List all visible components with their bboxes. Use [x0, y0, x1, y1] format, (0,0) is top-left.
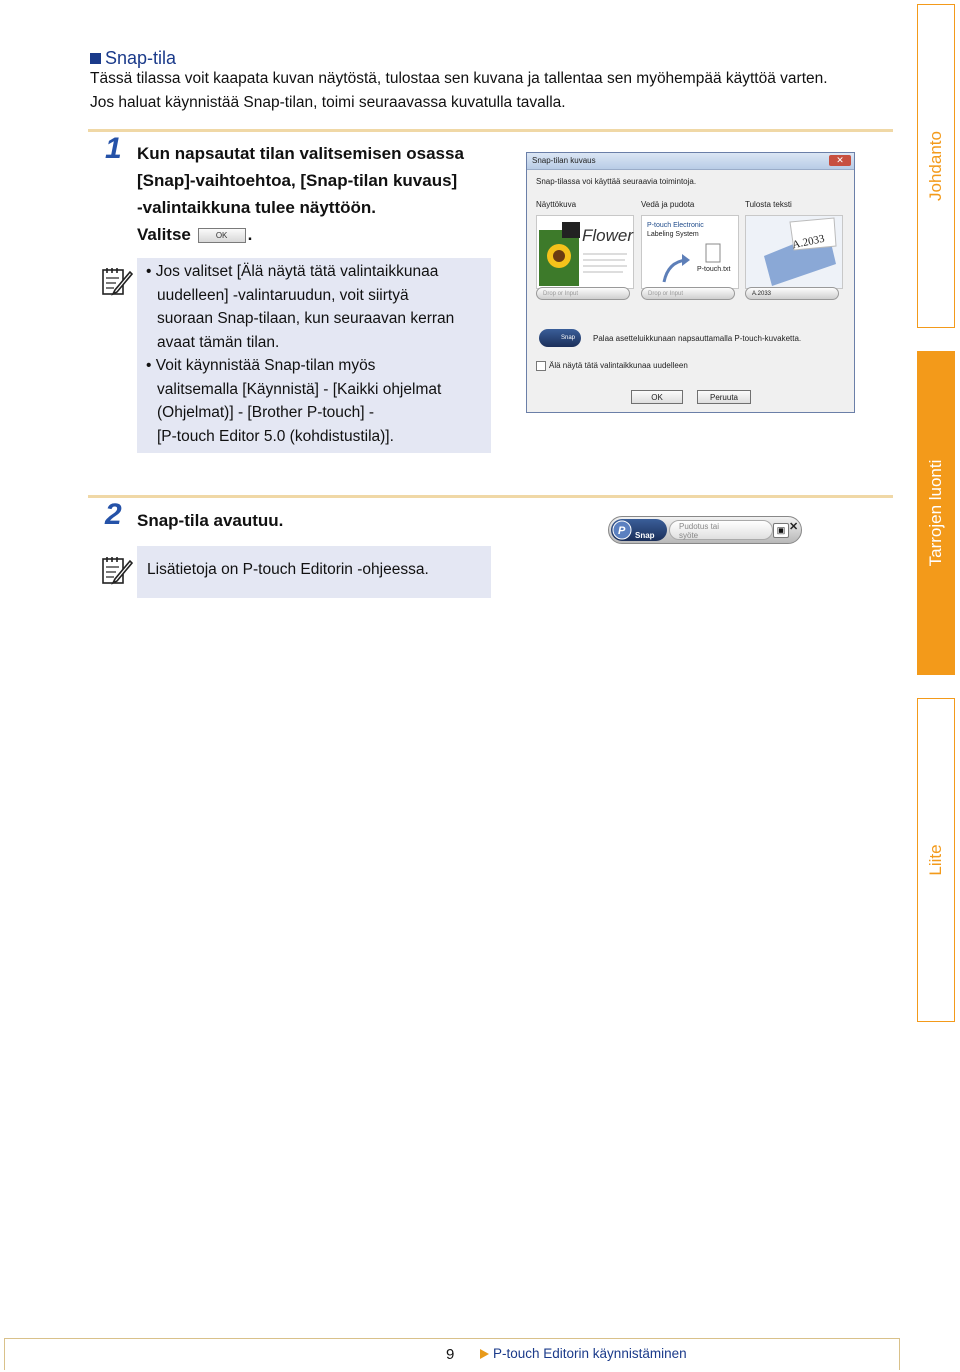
- step-2-divider: [88, 495, 893, 498]
- dialog-col-drag-drop: Vedä ja pudota: [641, 200, 695, 209]
- note-bullet-2-line-2: valitsemalla [Käynnistä] - [Kaikki ohjelmat: [157, 380, 442, 398]
- dialog-return-text: Palaa asetteluikkunaan napsauttamalla P-touch-kuvaketta.: [593, 334, 802, 343]
- step-1-instructions: [137, 140, 517, 248]
- dialog-cancel-button[interactable]: Peruuta: [697, 390, 751, 404]
- dialog-col-screenshot: Näyttökuva: [536, 200, 577, 209]
- step-1-line-1: Kun napsautat tilan valitsemisen osassa: [137, 144, 464, 163]
- tab-tarrojen-luonti[interactable]: [917, 351, 955, 675]
- ptouch-logo-icon: [611, 519, 633, 541]
- drag-arrow-icon: [642, 216, 738, 288]
- dialog-description: Snap-tilassa voi käyttää seuraavia toimintoja.: [536, 177, 697, 186]
- square-bullet-icon: [90, 53, 101, 64]
- snap-toolbar-logo-label: Snap: [635, 531, 655, 540]
- intro-line-2: Jos haluat käynnistää Snap-tilan, toimi seuraavassa kuvatulla tavalla.: [90, 94, 566, 111]
- step-2-number: 2: [105, 498, 122, 531]
- step-1-period: .: [247, 225, 253, 244]
- ptouch-file-label: P-touch.txt: [697, 266, 731, 273]
- snap-description-dialog: [526, 152, 855, 413]
- dialog-snap-logo: [539, 329, 581, 347]
- step-2-text: Snap-tila avautuu.: [137, 511, 284, 530]
- snap-drop-line-1: Pudotus tai: [679, 522, 720, 531]
- note-pencil-icon: [100, 264, 134, 298]
- note-bullet-1-line-4: avaat tämän tilan.: [157, 333, 280, 351]
- tab-johdanto-label: Johdanto: [926, 131, 945, 201]
- section-title-text: Snap-tila: [105, 48, 177, 68]
- screenshot-panel: [536, 215, 634, 289]
- print-text-panel: [745, 215, 843, 289]
- step-1-line-4: [137, 221, 517, 248]
- note-pencil-icon: [100, 553, 134, 587]
- snap-close-icon[interactable]: ✕: [789, 521, 799, 533]
- tab-johdanto[interactable]: [917, 4, 955, 328]
- snapbar-1: Drop or Input: [536, 287, 630, 300]
- dialog-title: Snap-tilan kuvaus: [532, 156, 596, 165]
- step-1-select-label: Valitse: [137, 225, 191, 244]
- step-1-number: 1: [105, 132, 122, 165]
- step-1-line-3: -valintaikkuna tulee näyttöön.: [137, 198, 376, 217]
- step-2-note-text: Lisätietoja on P-touch Editorin -ohjeessa.: [147, 561, 429, 578]
- note-bullet-2-line-3: (Ohjelmat)] - [Brother P-touch] -: [157, 404, 375, 421]
- page-number: 9: [446, 1346, 455, 1363]
- dialog-titlebar: [527, 153, 854, 170]
- note-bullet-1-line-2: uudelleen] -valintaruudun, voit siirtyä: [157, 286, 409, 304]
- dialog-close-icon[interactable]: ✕: [829, 155, 851, 166]
- snap-drop-field[interactable]: [669, 520, 773, 540]
- note-bullet-1-line-1: • Jos valitset [Älä näytä tätä valintaikkunaa: [146, 263, 439, 280]
- snap-drop-line-2: syöte: [679, 531, 699, 540]
- step-1-line-2: [Snap]-vaihtoehtoa, [Snap-tilan kuvaus]: [137, 171, 458, 190]
- dialog-snap-logo-label: Snap: [560, 335, 575, 341]
- tape-label-icon: [746, 216, 842, 288]
- tab-liite-label: Liite: [926, 844, 945, 876]
- step-1-note-text: [146, 260, 491, 448]
- footer-link-text: P-touch Editorin käynnistäminen: [493, 1346, 687, 1361]
- footer-link[interactable]: [480, 1346, 687, 1361]
- dialog-col-print-text: Tulosta teksti: [745, 200, 792, 209]
- step-1-divider: [88, 129, 893, 132]
- tape-text: A.2033: [791, 232, 826, 252]
- note-bullet-2-line-1: • Voit käynnistää Snap-tilan myös: [146, 357, 376, 374]
- note-bullet-2-line-4: [P-touch Editor 5.0 (kohdistustila)].: [157, 427, 394, 445]
- snap-print-icon[interactable]: ▣: [773, 523, 789, 538]
- ptouch-label-2: Labeling System: [647, 231, 699, 238]
- snap-toolbar-logo[interactable]: [611, 519, 667, 541]
- dont-show-label: Älä näytä tätä valintaikkunaa uudelleen: [549, 361, 688, 370]
- flower-label: Flower: [582, 226, 634, 245]
- ptouch-label-1: P-touch Electronic: [647, 222, 704, 229]
- snap-toolbar: [608, 516, 802, 544]
- intro-line-1: Tässä tilassa voit kaapata kuvan näytöstä, tulostaa sen kuvana ja tallentaa sen myöhempää käyttöä varten.: [90, 70, 828, 87]
- tab-tarrojen-luonti-label: Tarrojen luonti: [926, 459, 945, 567]
- ok-button-image: OK: [198, 228, 246, 243]
- dont-show-checkbox[interactable]: [536, 361, 546, 371]
- snapbar-3: A.2033: [745, 287, 839, 300]
- dialog-ok-button[interactable]: OK: [631, 390, 683, 404]
- tab-liite[interactable]: [917, 698, 955, 1022]
- snapbar-2: Drop or Input: [641, 287, 735, 300]
- drag-drop-panel: [641, 215, 739, 289]
- svg-text:P: P: [618, 525, 626, 537]
- arrow-right-icon: [480, 1349, 489, 1359]
- note-bullet-1-line-3: suoraan Snap-tilaan, kun seuraavan kerran: [157, 310, 455, 327]
- section-title: [90, 48, 176, 69]
